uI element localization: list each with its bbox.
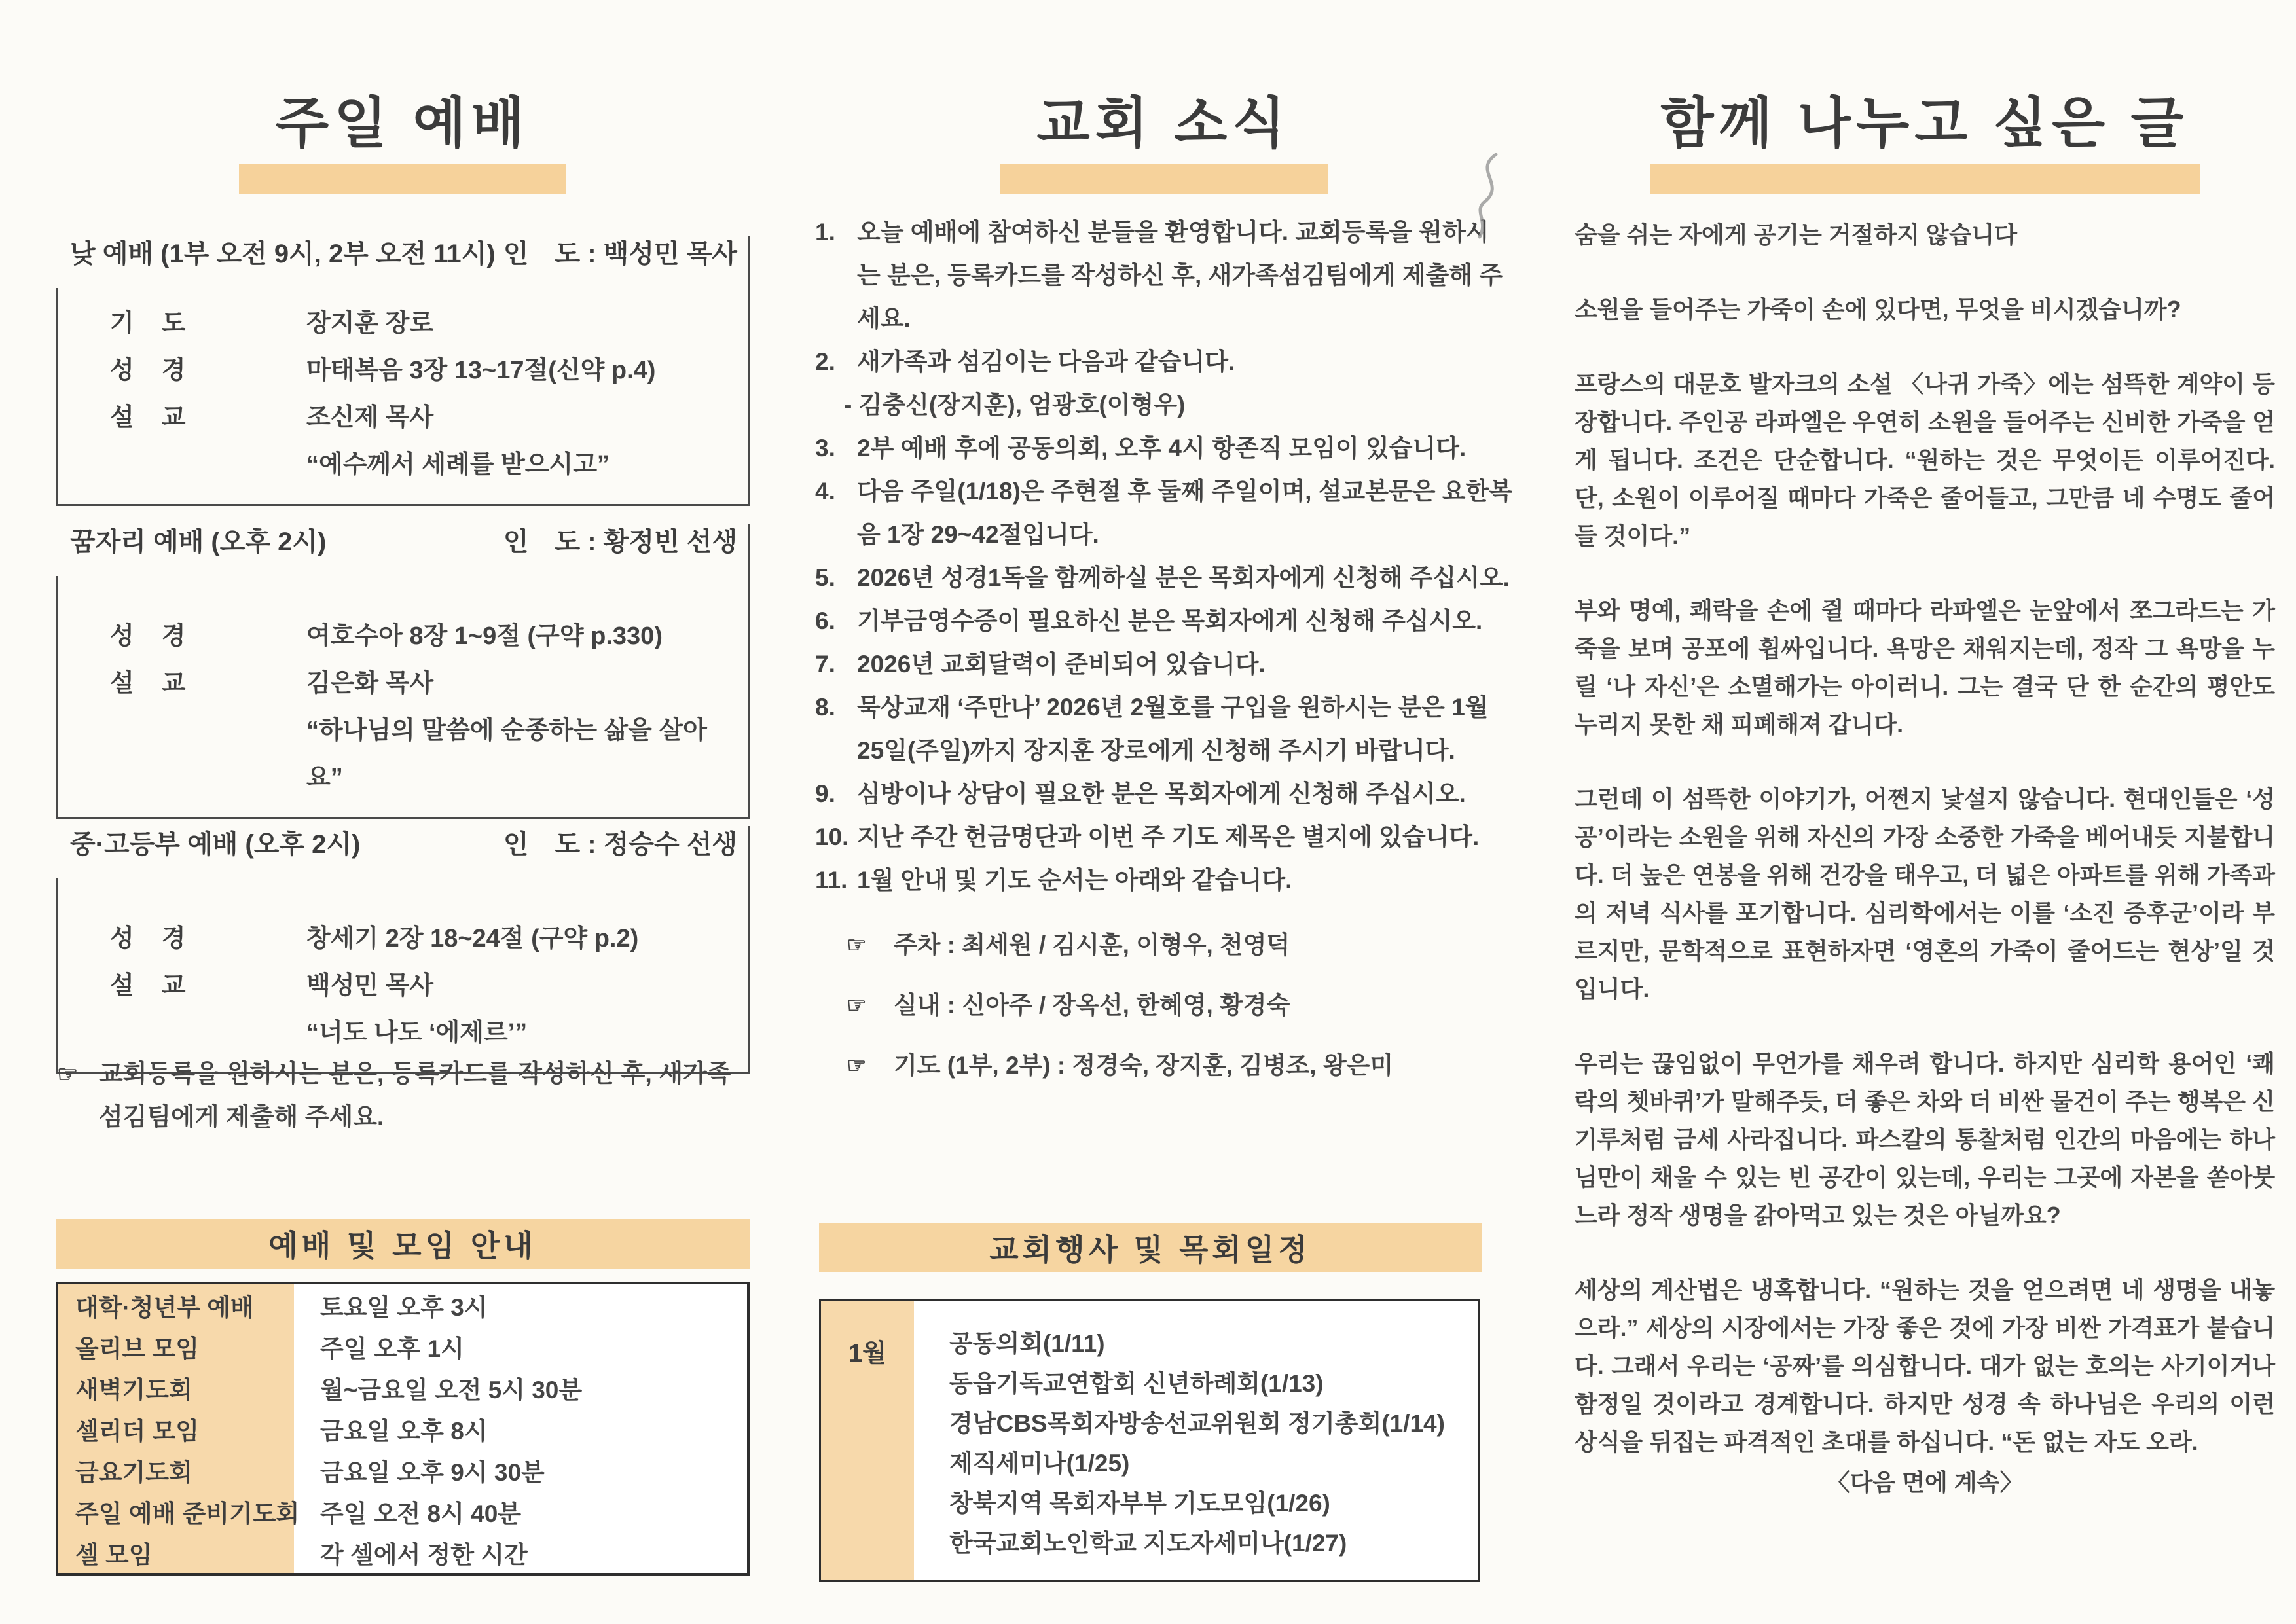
meeting-time: 주일 오후 1시 (320, 1335, 464, 1362)
row-label (110, 707, 306, 801)
news-item (815, 556, 1512, 600)
events-cell (914, 1301, 1478, 1580)
guide-table-title: 예배 및 모임 안내 (268, 1229, 537, 1263)
duty-parking (815, 928, 1512, 962)
service-details (56, 576, 748, 817)
news-column (815, 0, 1512, 1624)
pen-scribble-mark (1460, 151, 1512, 242)
service-row (110, 613, 742, 660)
meeting-name: 올리브 모임 (58, 1326, 294, 1367)
item-number: 11. (815, 867, 848, 893)
meeting-time: 주일 오전 8시 40분 (320, 1500, 522, 1527)
row-value: 백성민 목사 (306, 972, 434, 1000)
service-name: 중·고등부 예배 (오후 2시) (70, 830, 361, 859)
essay-paragraph: 프랑스의 대문호 발자크의 소설 〈나귀 가죽〉에는 섬뜩한 계약이 등장합니다. 주인공 라파엘은 우연히 소원을 들어주는 신비한 가죽을 얻게 됩니다. 조건은 단순합니다. “원하는 것은 무엇이든 이루어진다. 단, 소원이 이루어질 때마다 가죽은 줄어들고, 그만큼 네 수명도 줄어들 것이다.” (1575, 370, 2275, 549)
row-label: 설 교 (110, 404, 187, 431)
news-title-block (815, 92, 1512, 194)
event-item: 한국교회노인학교 지도자세미나(1/27) (949, 1530, 1347, 1557)
item-number: 2. (815, 348, 835, 375)
essay-paragraph: 세상의 계산법은 냉혹합니다. “원하는 것을 얻으려면 네 생명을 내놓으라.” 세상의 시장에서는 가장 좋은 것에 가장 비싼 가격표가 붙습니다. 그래서 우리는 ‘공짜’를 의심합니다. 대가 없는 호의는 사기이거나 함정일 것이라고 경계합니다. 하지만 성경 속 하나님은 우리의 이런 상식을 뒤집는 파격적인 초대를 하십니다. “돈 없는 자도 오라. (1575, 1276, 2275, 1455)
table-row (58, 1490, 747, 1532)
row-label: 성 경 (110, 925, 187, 952)
service-section-kids (56, 524, 750, 819)
service-row (110, 962, 742, 1009)
guide-table-header (56, 1219, 750, 1269)
title-underline (1000, 164, 1328, 194)
essay-paragraph: 숨을 쉬는 자에게 공기는 거절하지 않습니다 (1575, 221, 2017, 248)
row-label (110, 441, 306, 488)
item-text: 2부 예배 후에 공동의회, 오후 4시 항존직 모임이 있습니다. (857, 435, 1467, 461)
pointing-hand-icon: ☞ (847, 1053, 867, 1078)
service-header (56, 236, 748, 272)
row-label: 성 경 (110, 357, 187, 384)
row-value: 김은화 목사 (306, 670, 434, 697)
service-header (56, 524, 748, 560)
note-text: 교회등록을 원하시는 분은, 등록카드를 작성하신 후, 새가족 섬김팀에게 제출해 주세요. (99, 1060, 731, 1131)
schedule-table-title: 교회행사 및 목회일정 (989, 1233, 1311, 1267)
service-leader: 인 도 : 정승수 선생 (503, 830, 737, 859)
schedule-table (819, 1299, 1480, 1582)
table-row (58, 1367, 747, 1408)
item-text: 새가족과 섬김이는 다음과 같습니다. (857, 348, 1235, 375)
pointing-hand-icon: ☞ (847, 933, 867, 958)
service-row (110, 660, 742, 707)
pointing-hand-icon: ☞ (57, 1060, 79, 1087)
table-row (58, 1532, 747, 1573)
row-label: 설 교 (110, 972, 187, 1000)
service-leader: 인 도 : 황정빈 선생 (503, 528, 737, 556)
event-item: 경남CBS목회자방송선교위원회 정기총회(1/14) (949, 1410, 1445, 1437)
service-section-day (56, 236, 750, 506)
event-item: 동읍기독교연합회 신년하례회(1/13) (949, 1370, 1324, 1397)
worship-title: 주일 예배 (276, 92, 530, 154)
news-item (815, 686, 1512, 772)
meeting-name: 금요기도회 (58, 1449, 294, 1490)
event-item: 창북지역 목회자부부 기도모임(1/26) (949, 1490, 1330, 1517)
essay-paragraph: 부와 명예, 쾌락을 손에 쥘 때마다 라파엘은 눈앞에서 쪼그라드는 가죽을 보며 공포에 휩싸입니다. 욕망은 채워지는데, 정작 그 욕망을 누릴 ‘나 자신’은 소멸해가는 아이러니. 그는 결국 단 한 순간의 평안도 누리지 못한 채 피폐해져 갑니다. (1575, 597, 2275, 738)
meeting-name: 주일 예배 준비기도회 (58, 1490, 294, 1532)
news-title: 교회 소식 (1036, 92, 1291, 154)
service-row (110, 915, 742, 962)
row-value: 마태복음 3장 13~17절(신약 p.4) (306, 357, 656, 384)
news-item (815, 211, 1512, 340)
essay-column (1575, 0, 2275, 1624)
row-label (110, 1009, 306, 1056)
service-section-youth (56, 826, 750, 1074)
item-number: 4. (815, 478, 835, 505)
meeting-name: 셀리더 모임 (58, 1408, 294, 1449)
service-row (110, 394, 742, 441)
title-underline (1650, 164, 2200, 194)
worship-column (56, 0, 750, 1624)
item-text: 다음 주일(1/18)은 주현절 후 둘째 주일이며, 설교본문은 요한복음 1장 29~42절입니다. (857, 478, 1512, 548)
news-list (815, 211, 1512, 1083)
table-row (58, 1449, 747, 1490)
row-value: 창세기 2장 18~24절 (구약 p.2) (306, 925, 639, 952)
event-item: 제직세미나(1/25) (949, 1450, 1130, 1477)
pointing-hand-icon: ☞ (847, 993, 867, 1018)
meeting-time: 각 셀에서 정한 시간 (320, 1541, 528, 1568)
service-header (56, 826, 748, 863)
service-details (56, 288, 748, 504)
essay-title: 함께 나누고 싶은 글 (1660, 92, 2189, 154)
item-number: 8. (815, 694, 835, 721)
service-name: 꿈자리 예배 (오후 2시) (70, 528, 327, 556)
item-text: 묵상교재 ‘주만나’ 2026년 2월호를 구입을 원하시는 분은 1월 25일(주일)까지 장지훈 장로에게 신청해 주시기 바랍니다. (857, 694, 1489, 764)
item-text: 오늘 예배에 참여하신 분들을 환영합니다. 교회등록을 원하시는 분은, 등록카드를 작성하신 후, 새가족섬김팀에게 제출해 주세요. (857, 219, 1503, 332)
month-cell: 1월 (821, 1301, 914, 1580)
item-number: 7. (815, 651, 835, 677)
item-number: 1. (815, 219, 835, 245)
duty-indoor (815, 988, 1512, 1022)
duty-text: 실내 : 신아주 / 장옥선, 한혜영, 황경숙 (894, 992, 1290, 1019)
meeting-name: 새벽기도회 (58, 1367, 294, 1408)
row-value: “예수께서 세례를 받으시고” (306, 451, 610, 478)
worship-title-block (56, 92, 750, 194)
service-details (56, 878, 748, 1072)
meeting-time: 금요일 오후 8시 (320, 1417, 488, 1445)
row-value: 여호수아 8장 1~9절 (구약 p.330) (306, 623, 663, 650)
row-label: 기 도 (110, 310, 187, 337)
row-label: 성 경 (110, 623, 187, 650)
meeting-name: 셀 모임 (58, 1532, 294, 1573)
news-item (815, 772, 1512, 816)
news-item (815, 340, 1512, 384)
meeting-time: 월~금요일 오전 5시 30분 (320, 1376, 583, 1403)
essay-paragraph: 우리는 끊임없이 무언가를 채우려 합니다. 하지만 심리학 용어인 ‘쾌락의 쳇바퀴’가 말해주듯, 더 좋은 차와 더 비싼 물건이 주는 행복은 신기루처럼 금세 사라집니다. 파스칼의 통찰처럼 인간의 마음에는 하나님만이 채울 수 있는 빈 공간이 있는데, 우리는 그곳에 자본을 쏟아붓느라 정작 생명을 갉아먹고 있는 것은 아닐까요? (1575, 1050, 2275, 1229)
table-row (58, 1326, 747, 1367)
schedule-table-header (819, 1223, 1482, 1272)
item-number: 10. (815, 823, 849, 850)
service-row (110, 347, 742, 394)
news-item (815, 816, 1512, 859)
duty-text: 기도 (1부, 2부) : 정경숙, 장지훈, 김병조, 왕은미 (894, 1052, 1394, 1079)
meeting-time: 금요일 오후 9시 30분 (320, 1458, 545, 1486)
row-value: 장지훈 장로 (306, 310, 434, 337)
item-text: 기부금영수증이 필요하신 분은 목회자에게 신청해 주십시오. (857, 607, 1483, 634)
service-row (110, 300, 742, 347)
news-item (815, 427, 1512, 470)
table-row (58, 1408, 747, 1449)
row-value: “하나님의 말씀에 순종하는 삶을 살아요” (306, 717, 707, 791)
row-label: 설 교 (110, 670, 187, 697)
title-underline (239, 164, 566, 194)
duty-text: 주차 : 최세원 / 김시훈, 이형우, 천영덕 (894, 931, 1290, 958)
essay-paragraph: 그런데 이 섬뜩한 이야기가, 어쩐지 낯설지 않습니다. 현대인들은 ‘성공’이라는 소원을 위해 자신의 가장 소중한 가죽을 베어내듯 지불합니다. 더 높은 연봉을 위해 건강을 태우고, 더 넓은 아파트를 위해 가족과의 저녁 식사를 포기합니다. 심리학에서는 이를 ‘소진 증후군’이라 부르지만, 문학적으로 표현하자면 ‘영혼의 가죽이 줄어드는 현상’일 것입니다. (1575, 785, 2275, 1002)
news-item (815, 643, 1512, 686)
service-name: 낮 예배 (1부 오전 9시, 2부 오전 11시) (70, 240, 496, 268)
item-text: 심방이나 상담이 필요한 분은 목회자에게 신청해 주십시오. (857, 780, 1466, 807)
item-text: 지난 주간 헌금명단과 이번 주 기도 제목은 별지에 있습니다. (857, 823, 1480, 850)
registration-note (56, 1053, 750, 1139)
event-item: 공동의회(1/11) (949, 1330, 1105, 1357)
meeting-name: 대학·청년부 예배 (58, 1284, 294, 1326)
item-number: 9. (815, 780, 835, 807)
service-leader: 인 도 : 백성민 목사 (503, 240, 737, 268)
essay-body (1575, 216, 2275, 1502)
essay-title-block (1575, 92, 2275, 194)
item-number: 3. (815, 435, 835, 461)
meeting-guide-table (56, 1282, 750, 1576)
continued-footer: 〈다음 면에 계속〉 (1826, 1469, 2024, 1496)
item-text: 1월 안내 및 기도 순서는 아래와 같습니다. (857, 867, 1292, 893)
newcomer-names: - 김충신(장지훈), 엄광호(이형우) (844, 391, 1186, 418)
meeting-time: 토요일 오후 3시 (320, 1293, 488, 1321)
item-number: 6. (815, 607, 835, 634)
news-item (815, 600, 1512, 643)
item-number: 5. (815, 564, 835, 591)
sermon-title-row (110, 441, 742, 488)
sermon-title-row (110, 1009, 742, 1056)
news-item (815, 470, 1512, 556)
essay-paragraph: 소원을 들어주는 가죽이 손에 있다면, 무엇을 비시겠습니까? (1575, 296, 2181, 323)
row-value: “너도 나도 ‘에제르’” (306, 1019, 528, 1047)
item-text: 2026년 교회달력이 준비되어 있습니다. (857, 651, 1266, 677)
row-value: 조신제 목사 (306, 404, 434, 431)
item-text: 2026년 성경1독을 함께하실 분은 목회자에게 신청해 주십시오. (857, 564, 1510, 591)
duty-prayer (815, 1049, 1512, 1083)
table-row (58, 1284, 747, 1326)
news-item (815, 859, 1512, 902)
sermon-title-row (110, 707, 742, 801)
